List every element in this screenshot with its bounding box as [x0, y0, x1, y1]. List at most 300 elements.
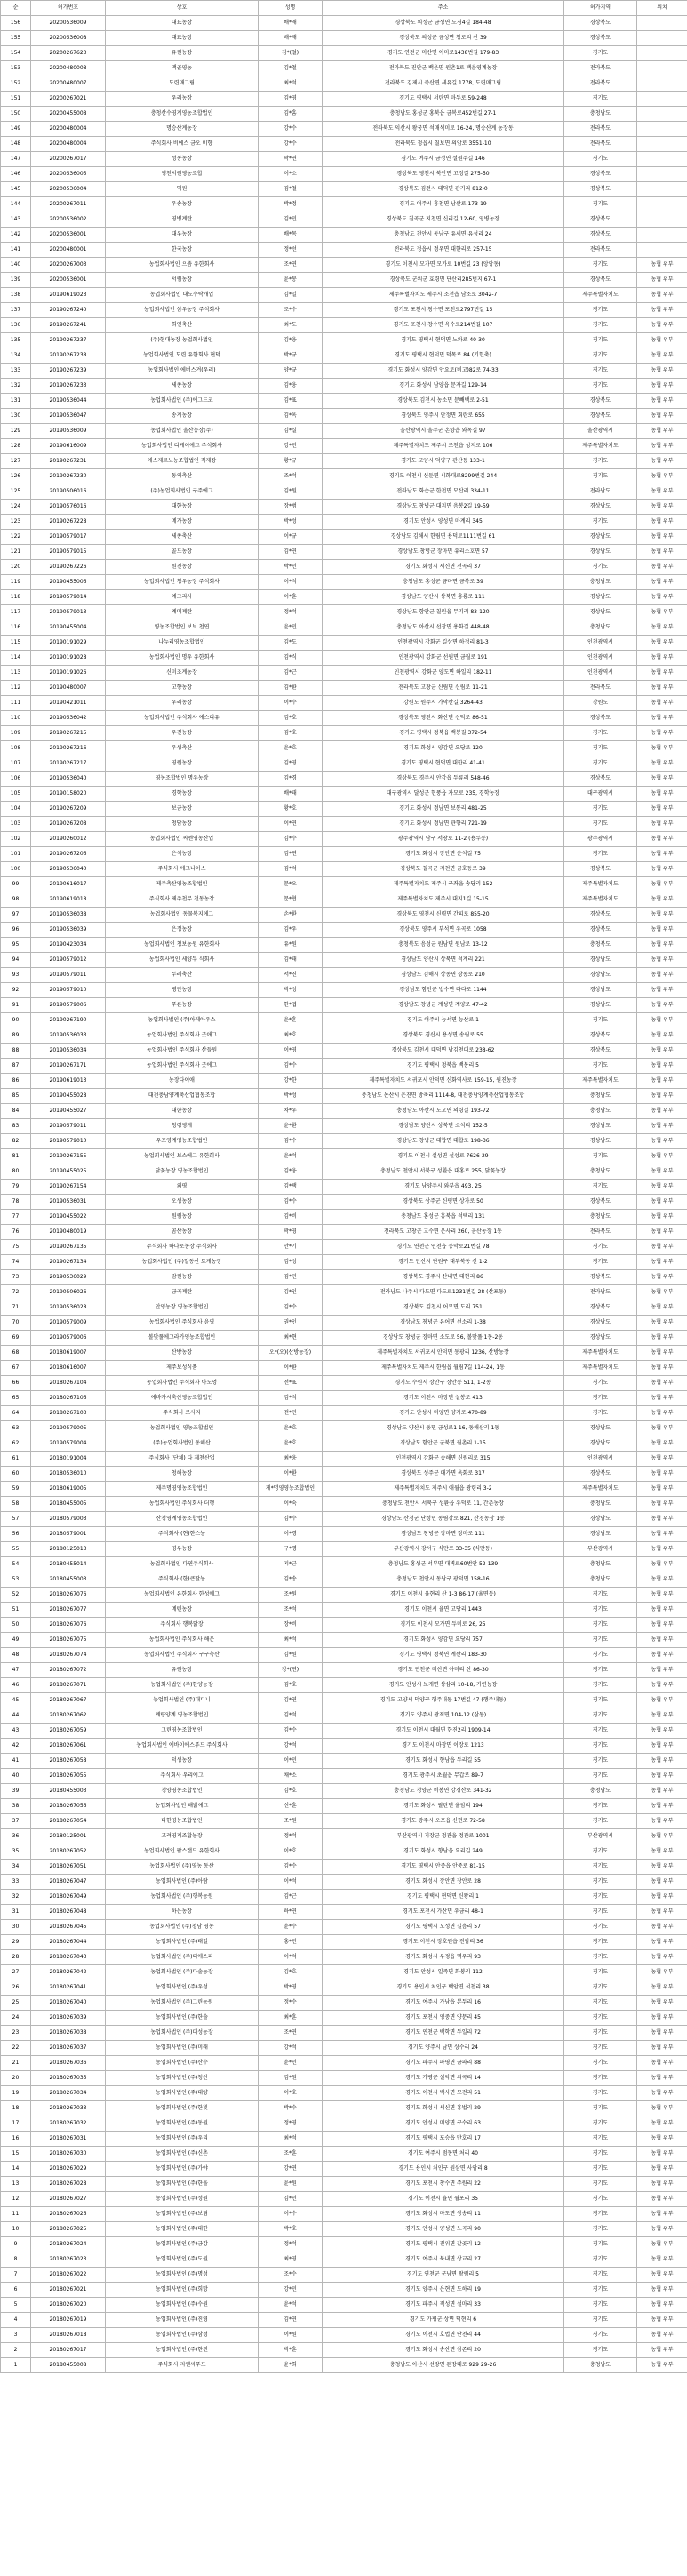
- location-cell: 농협 위부: [637, 1406, 687, 1421]
- table-row: [1, 756, 687, 772]
- owner-name-cell: 조*수: [259, 303, 323, 318]
- owner-name-cell: 윤*희: [259, 2358, 323, 2373]
- permit-number-cell: 20190267239: [31, 364, 106, 379]
- address-cell: 경기도 양주시 은현면 도하리 19: [323, 2283, 564, 2298]
- location-cell: 농협 위부: [637, 2071, 687, 2086]
- row-index-cell: 8: [1, 2252, 31, 2268]
- permit-number-cell: 20180619007: [31, 1346, 106, 1361]
- permit-number-cell: 20180267023: [31, 2252, 106, 2268]
- table-row: [1, 1860, 687, 1875]
- location-cell: 농협 위부: [637, 1240, 687, 1255]
- table-row: [1, 137, 687, 152]
- permit-number-cell: 20190506026: [31, 1285, 106, 1300]
- row-index-cell: 104: [1, 802, 31, 817]
- permit-number-cell: 20180455003: [31, 1784, 106, 1799]
- location-cell: 농협 위부: [637, 923, 687, 938]
- address-cell: 경기도 파주시 적성면 설마리 33: [323, 2298, 564, 2313]
- location-cell: 농협 위부: [637, 636, 687, 651]
- region-cell: 경기도: [564, 2252, 637, 2268]
- owner-name-cell: 김*석: [259, 1391, 323, 1406]
- address-cell: 경상북도 성주군 대가면 옥화로 317: [323, 1467, 564, 1482]
- address-cell: 경기도 화성시 양감면 요당리 757: [323, 1633, 564, 1648]
- row-index-cell: 146: [1, 167, 31, 182]
- address-cell: 충청남도 홍성군 서부면 대벽로60번안 52-139: [323, 1557, 564, 1572]
- table-row: [1, 832, 687, 847]
- table-row: [1, 1089, 687, 1104]
- location-cell: 농협 위부: [637, 651, 687, 666]
- location-cell: 농협 위부: [637, 877, 687, 892]
- table-row: [1, 1527, 687, 1542]
- row-index-cell: 141: [1, 243, 31, 258]
- table-row: [1, 1844, 687, 1860]
- row-index-cell: 149: [1, 122, 31, 137]
- address-cell: 경상북도 경주시 산내면 대현리 86: [323, 1270, 564, 1285]
- row-index-cell: 66: [1, 1376, 31, 1391]
- row-index-cell: 38: [1, 1799, 31, 1814]
- permit-number-cell: 20180267025: [31, 2222, 106, 2237]
- location-cell: 농협 위부: [637, 666, 687, 681]
- table-row: [1, 258, 687, 273]
- permit-number-cell: 20190267230: [31, 469, 106, 484]
- business-name-cell: 농업회사법인 주식회사 구구축산: [106, 1648, 259, 1663]
- address-cell: 경기도 안성시 미양면 양지로 470-89: [323, 1406, 564, 1421]
- region-cell: 경기도: [564, 1618, 637, 1633]
- col-header-index: 순: [1, 1, 31, 16]
- location-cell: 농협 위부: [637, 1557, 687, 1572]
- permit-number-cell: 20200267021: [31, 92, 106, 107]
- location-cell: 농협 위부: [637, 620, 687, 636]
- permit-number-cell: 20190480019: [31, 1225, 106, 1240]
- business-name-cell: 농업회사법인 (주)청산: [106, 2071, 259, 2086]
- row-index-cell: 31: [1, 1905, 31, 1920]
- owner-name-cell: 최*도: [259, 318, 323, 333]
- owner-name-cell: 김*성: [259, 1255, 323, 1270]
- business-name-cell: 농업회사법인 주식회사 윤영: [106, 1316, 259, 1331]
- address-cell: 경기도 평택시 포승읍 만호리 17: [323, 2132, 564, 2147]
- region-cell: 대구광역시: [564, 787, 637, 802]
- address-cell: 경상북도 경산시 용성면 송림로 55: [323, 1028, 564, 1044]
- region-cell: 경기도: [564, 1059, 637, 1074]
- business-name-cell: 농업회사법인 유한회사 한성에그: [106, 1588, 259, 1603]
- row-index-cell: 39: [1, 1784, 31, 1799]
- address-cell: 경상남도 창녕군 계성면 계양로 47-42: [323, 998, 564, 1013]
- address-cell: 경기도 남양주시 와부읍 493, 25: [323, 1180, 564, 1195]
- business-name-cell: 주식회사 로사지: [106, 1406, 259, 1421]
- row-index-cell: 96: [1, 923, 31, 938]
- owner-name-cell: 김*우: [259, 923, 323, 938]
- permit-number-cell: 20190579011: [31, 968, 106, 983]
- owner-name-cell: 윤*환: [259, 1119, 323, 1134]
- location-cell: [637, 122, 687, 137]
- region-cell: 경상북도: [564, 1044, 637, 1059]
- row-index-cell: 134: [1, 348, 31, 364]
- permit-number-cell: 20190267237: [31, 333, 106, 348]
- location-cell: 농협 위부: [637, 787, 687, 802]
- address-cell: 경상남도 창녕군 장마면 장마로 111: [323, 1527, 564, 1542]
- table-row: [1, 364, 687, 379]
- permit-number-cell: 20180267042: [31, 1965, 106, 1980]
- region-cell: 경기도: [564, 1240, 637, 1255]
- table-row: [1, 2162, 687, 2177]
- owner-name-cell: 하*연: [259, 1905, 323, 1920]
- row-index-cell: 44: [1, 1708, 31, 1724]
- location-cell: 농협 위부: [637, 892, 687, 908]
- business-name-cell: 영우농장: [106, 1542, 259, 1557]
- address-cell: 경기도 안성시 보개면 상삼리 10-18, 가연농장: [323, 1678, 564, 1693]
- permit-number-cell: 20190267209: [31, 802, 106, 817]
- business-name-cell: 농업회사법인 (주)한진: [106, 2343, 259, 2358]
- row-index-cell: 101: [1, 847, 31, 862]
- owner-name-cell: 조*석: [259, 469, 323, 484]
- business-name-cell: 대표농장: [106, 16, 259, 31]
- permit-number-cell: 20190579004: [31, 1436, 106, 1452]
- row-index-cell: 112: [1, 681, 31, 696]
- address-cell: 경기도 이천시 호법면 단천리 44: [323, 2328, 564, 2343]
- table-row: [1, 500, 687, 515]
- location-cell: 농협 위부: [637, 2011, 687, 2026]
- table-row: [1, 998, 687, 1013]
- owner-name-cell: 조*원: [259, 1814, 323, 1829]
- region-cell: 경상남도: [564, 983, 637, 998]
- permit-number-cell: 20190267135: [31, 1240, 106, 1255]
- table-row: [1, 892, 687, 908]
- address-cell: 경기도 평택시 현덕면 신왕리 1: [323, 1890, 564, 1905]
- table-row: [1, 1557, 687, 1572]
- location-cell: 농협 위부: [637, 1633, 687, 1648]
- owner-name-cell: 최*현: [259, 1331, 323, 1346]
- business-name-cell: 볼맞풀에그라가영농조합법인: [106, 1331, 259, 1346]
- permit-number-cell: 20180267030: [31, 2147, 106, 2162]
- address-cell: 충청남도 홍성군 홍북읍 석택리 131: [323, 1210, 564, 1225]
- address-cell: 경기도 화성시 팔탄면 율암리 194: [323, 1799, 564, 1814]
- address-cell: 충청남도 천안시 서북구 성환읍 우덕로 11, 간촌농장: [323, 1497, 564, 1512]
- permit-number-cell: 20190267238: [31, 348, 106, 364]
- business-name-cell: 메텐농장: [106, 1603, 259, 1618]
- business-name-cell: 주식회사 하나로농장 주식회사: [106, 1240, 259, 1255]
- permit-number-cell: 20190619018: [31, 892, 106, 908]
- permit-number-cell: 20190616017: [31, 877, 106, 892]
- region-cell: 경상남도: [564, 1512, 637, 1527]
- row-index-cell: 130: [1, 409, 31, 424]
- address-cell: 경상북도 김천시 대덕면 남김천대로 238-62: [323, 1044, 564, 1059]
- location-cell: 농협 위부: [637, 1346, 687, 1361]
- location-cell: 농협 위부: [637, 333, 687, 348]
- location-cell: [637, 107, 687, 122]
- address-cell: 경기도 이천시 율현리 산 1-3 86-17 (율면동): [323, 1588, 564, 1603]
- location-cell: 농협 위부: [637, 1134, 687, 1149]
- row-index-cell: 61: [1, 1452, 31, 1467]
- location-cell: 농협 위부: [637, 1074, 687, 1089]
- permit-number-cell: 20190579010: [31, 1134, 106, 1149]
- region-cell: 경상북도: [564, 212, 637, 228]
- row-index-cell: 51: [1, 1603, 31, 1618]
- region-cell: 인천광역시: [564, 636, 637, 651]
- permit-number-cell: 20180267041: [31, 1980, 106, 1996]
- permit-number-cell: 20180267049: [31, 1890, 106, 1905]
- business-name-cell: 농업회사법인 (주)우리: [106, 2132, 259, 2147]
- owner-name-cell: 김*민: [259, 1270, 323, 1285]
- owner-name-cell: 박*성: [259, 515, 323, 530]
- region-cell: 충청남도: [564, 1497, 637, 1512]
- permit-number-cell: 20190576016: [31, 500, 106, 515]
- address-cell: 경기도 화성시 정남면 관항리 721-19: [323, 817, 564, 832]
- region-cell: 경상남도: [564, 1527, 637, 1542]
- table-row: [1, 1980, 687, 1996]
- address-cell: 경상북도 군위군 효령면 단산리285번지 67-1: [323, 273, 564, 288]
- location-cell: 농협 위부: [637, 273, 687, 288]
- business-name-cell: 유원농장: [106, 46, 259, 61]
- business-name-cell: 고려영계조합농장: [106, 1829, 259, 1844]
- permit-number-cell: 20180455005: [31, 1497, 106, 1512]
- owner-name-cell: 김*철: [259, 61, 323, 76]
- address-cell: 경기도 여주시 능서면 능산로 1: [323, 1013, 564, 1028]
- table-row: [1, 409, 687, 424]
- permit-number-cell: 20180267056: [31, 1799, 106, 1814]
- location-cell: 농협 위부: [637, 832, 687, 847]
- location-cell: 농협 위부: [637, 1149, 687, 1164]
- address-cell: 경상남도 양산시 상북면 소석리 152-5: [323, 1119, 564, 1134]
- region-cell: 경기도: [564, 1678, 637, 1693]
- owner-name-cell: 강*석: [259, 1739, 323, 1754]
- location-cell: 농협 위부: [637, 560, 687, 575]
- owner-name-cell: 이*수: [259, 696, 323, 711]
- location-cell: 농협 위부: [637, 590, 687, 605]
- business-name-cell: 농업회사법인 (주)청남 영농: [106, 1920, 259, 1935]
- permit-number-cell: 20190536044: [31, 394, 106, 409]
- owner-name-cell: 김*웅: [259, 1164, 323, 1180]
- table-row: [1, 545, 687, 560]
- region-cell: 경상북도: [564, 711, 637, 726]
- permit-number-cell: 20180267062: [31, 1708, 106, 1724]
- location-cell: [637, 212, 687, 228]
- owner-name-cell: 강*(연): [259, 1663, 323, 1678]
- business-name-cell: 고향농장: [106, 681, 259, 696]
- table-row: [1, 469, 687, 484]
- region-cell: 경기도: [564, 1693, 637, 1708]
- row-index-cell: 63: [1, 1421, 31, 1436]
- location-cell: 농협 위부: [637, 2283, 687, 2298]
- owner-name-cell: 이*석: [259, 575, 323, 590]
- address-cell: 인천광역시 강화군 송해면 신원리로 315: [323, 1452, 564, 1467]
- region-cell: 경기도: [564, 1844, 637, 1860]
- owner-name-cell: 황*규: [259, 454, 323, 469]
- location-cell: 농협 위부: [637, 1708, 687, 1724]
- table-row: [1, 681, 687, 696]
- row-index-cell: 35: [1, 1844, 31, 1860]
- row-index-cell: 122: [1, 530, 31, 545]
- region-cell: 경기도: [564, 2207, 637, 2222]
- location-cell: 농협 위부: [637, 938, 687, 953]
- permit-number-cell: 20180267024: [31, 2237, 106, 2252]
- business-name-cell: 농업회사법인 청우농장 주식회사: [106, 575, 259, 590]
- permit-number-cell: 20190536029: [31, 1270, 106, 1285]
- region-cell: 제주특별자치도: [564, 439, 637, 454]
- address-cell: 경상남도 창녕군 대합면 대합로 198-36: [323, 1134, 564, 1149]
- location-cell: 농협 위부: [637, 1844, 687, 1860]
- business-name-cell: 농업회사법인 (주)도원: [106, 2252, 259, 2268]
- row-index-cell: 123: [1, 515, 31, 530]
- permit-number-cell: 20180267026: [31, 2207, 106, 2222]
- permit-number-cell: 20180267034: [31, 2086, 106, 2101]
- location-cell: 농협 위부: [637, 2026, 687, 2041]
- table-row: [1, 2177, 687, 2192]
- region-cell: 경기도: [564, 333, 637, 348]
- address-cell: 경기도 화성시 정남면 보통리 481-25: [323, 802, 564, 817]
- address-cell: 경상남도 양산시 상북면 홍룡로 111: [323, 590, 564, 605]
- address-cell: 경기도 화성시 양감면 요당로 120: [323, 741, 564, 756]
- row-index-cell: 89: [1, 1028, 31, 1044]
- business-name-cell: 농업회사법인 주식회사 굿에그: [106, 1059, 259, 1074]
- owner-name-cell: 장*비: [259, 1618, 323, 1633]
- region-cell: 경기도: [564, 1799, 637, 1814]
- table-row: [1, 2041, 687, 2056]
- row-index-cell: 136: [1, 318, 31, 333]
- row-index-cell: 36: [1, 1829, 31, 1844]
- region-cell: 제주특별자치도: [564, 877, 637, 892]
- owner-name-cell: 김*수: [259, 1300, 323, 1316]
- address-cell: 경기도 화성시 향남읍 두리길 55: [323, 1754, 564, 1769]
- permit-number-cell: 20190536028: [31, 1300, 106, 1316]
- address-cell: 전라남도 나주시 다도면 다도로1231번길 28 (산포동): [323, 1285, 564, 1300]
- permit-number-cell: 20190267240: [31, 303, 106, 318]
- location-cell: 농협 위부: [637, 2328, 687, 2343]
- location-cell: 농협 위부: [637, 1013, 687, 1028]
- permit-number-cell: 20190158020: [31, 787, 106, 802]
- business-name-cell: 농업회사법인 (주)진영: [106, 2313, 259, 2328]
- owner-name-cell: 김*수: [259, 832, 323, 847]
- table-row: [1, 424, 687, 439]
- location-cell: [637, 137, 687, 152]
- row-index-cell: 131: [1, 394, 31, 409]
- row-index-cell: 98: [1, 892, 31, 908]
- business-name-cell: 닭꽃농장 영농조합법인: [106, 1164, 259, 1180]
- table-row: [1, 348, 687, 364]
- table-row: [1, 379, 687, 394]
- address-cell: 충청남도 아산시 선장면 용화길 448-48: [323, 620, 564, 636]
- owner-name-cell: 문*협: [259, 892, 323, 908]
- business-name-cell: 농업회사법인 (주)한울: [106, 2177, 259, 2192]
- owner-name-cell: 박*성: [259, 983, 323, 998]
- location-cell: 농협 위부: [637, 2162, 687, 2177]
- table-row: [1, 2086, 687, 2101]
- business-name-cell: 농업회사법인 주식회사 에스디유: [106, 711, 259, 726]
- table-row: [1, 1905, 687, 1920]
- region-cell: 경기도: [564, 1391, 637, 1406]
- business-name-cell: 농업회사법인 다연주식회사: [106, 1557, 259, 1572]
- location-cell: 농협 위부: [637, 1693, 687, 1708]
- owner-name-cell: 유*원: [259, 938, 323, 953]
- address-cell: 제주특별자치도 서귀포시 안덕면 동광리 1236, 산방농장: [323, 1346, 564, 1361]
- permit-number-cell: 20190267215: [31, 726, 106, 741]
- region-cell: 경기도: [564, 1980, 637, 1996]
- region-cell: 제주특별자치도: [564, 1346, 637, 1361]
- address-cell: 경기도 포천시 가산면 우금리 48-1: [323, 1905, 564, 1920]
- region-cell: 경기도: [564, 1950, 637, 1965]
- owner-name-cell: 정*석: [259, 605, 323, 620]
- address-cell: 경기도 화성시 양감면 안요로(비고)82로 74-33: [323, 364, 564, 379]
- address-cell: 경상남도 김해시 상동면 상동로 210: [323, 968, 564, 983]
- permit-number-cell: 20180455008: [31, 2358, 106, 2373]
- permit-number-cell: 20190267206: [31, 847, 106, 862]
- location-cell: 농협 위부: [637, 998, 687, 1013]
- region-cell: 경상남도: [564, 1436, 637, 1452]
- permit-number-cell: 20190579017: [31, 530, 106, 545]
- business-name-cell: 덕원: [106, 182, 259, 197]
- permit-number-cell: 20190455027: [31, 1104, 106, 1119]
- business-name-cell: 농업회사법인 (주)명성: [106, 2268, 259, 2283]
- location-cell: 농협 위부: [637, 2132, 687, 2147]
- row-index-cell: 13: [1, 2177, 31, 2192]
- permit-number-cell: 20190455028: [31, 1089, 106, 1104]
- region-cell: 경상북도: [564, 923, 637, 938]
- location-cell: 농협 위부: [637, 2358, 687, 2373]
- table-row: [1, 318, 687, 333]
- row-index-cell: 24: [1, 2011, 31, 2026]
- location-cell: 농협 위부: [637, 756, 687, 772]
- business-name-cell: 맥골영농: [106, 61, 259, 76]
- business-name-cell: 신미조계농장: [106, 666, 259, 681]
- location-cell: 농협 위부: [637, 2343, 687, 2358]
- permit-number-cell: 20180267067: [31, 1693, 106, 1708]
- owner-name-cell: 조*연: [259, 2026, 323, 2041]
- location-cell: 농협 위부: [637, 605, 687, 620]
- row-index-cell: 71: [1, 1300, 31, 1316]
- business-name-cell: 대표농장: [106, 31, 259, 46]
- address-cell: 경기도 화성시 향남읍 요리길 249: [323, 1844, 564, 1860]
- business-name-cell: 농업회사법인 (주)다솔농장: [106, 1965, 259, 1980]
- location-cell: 농협 위부: [637, 530, 687, 545]
- region-cell: 충청남도: [564, 1164, 637, 1180]
- region-cell: 부산광역시: [564, 1542, 637, 1557]
- table-row: [1, 560, 687, 575]
- row-index-cell: 59: [1, 1482, 31, 1497]
- permit-number-cell: 20190619013: [31, 1074, 106, 1089]
- region-cell: 충청남도: [564, 620, 637, 636]
- table-row: [1, 1316, 687, 1331]
- address-cell: 경기도 이천시 대월면 한진2리 1909-14: [323, 1724, 564, 1739]
- row-index-cell: 65: [1, 1391, 31, 1406]
- business-name-cell: 농업회사법인 (주)그린농원: [106, 1996, 259, 2011]
- region-cell: 경기도: [564, 1996, 637, 2011]
- business-name-cell: 계량양계 영농조합법인: [106, 1708, 259, 1724]
- address-cell: 경기도 양주시 광적면 104-12 (삼동): [323, 1708, 564, 1724]
- region-cell: 경상북도: [564, 1270, 637, 1285]
- business-name-cell: 농업회사법인 (주)삼성: [106, 2328, 259, 2343]
- table-row: [1, 152, 687, 167]
- region-cell: 경기도: [564, 1905, 637, 1920]
- table-row: [1, 107, 687, 122]
- business-name-cell: 농업회사법인 주식회사 산들원: [106, 1044, 259, 1059]
- business-name-cell: 산방농장: [106, 1346, 259, 1361]
- row-index-cell: 125: [1, 484, 31, 500]
- owner-name-cell: 황*호: [259, 802, 323, 817]
- owner-name-cell: 김*송: [259, 1572, 323, 1588]
- row-index-cell: 120: [1, 560, 31, 575]
- row-index-cell: 2: [1, 2343, 31, 2358]
- address-cell: 부산광역시 기장군 정관읍 정관로 1001: [323, 1829, 564, 1844]
- region-cell: 전라북도: [564, 137, 637, 152]
- address-cell: 경기도 이천시 모가면 모가로 10번길 23 (앙앙동): [323, 258, 564, 273]
- region-cell: 충청남도: [564, 1572, 637, 1588]
- row-index-cell: 152: [1, 76, 31, 92]
- row-index-cell: 22: [1, 2041, 31, 2056]
- business-name-cell: 외평: [106, 1180, 259, 1195]
- location-cell: 농협 위부: [637, 1164, 687, 1180]
- location-cell: 농협 위부: [637, 1935, 687, 1950]
- address-cell: 충청북도 음성군 원남면 원남로 13-12: [323, 938, 564, 953]
- region-cell: 인천광역시: [564, 651, 637, 666]
- address-cell: 충청남도 천안시 동남구 광덕면 158-16: [323, 1572, 564, 1588]
